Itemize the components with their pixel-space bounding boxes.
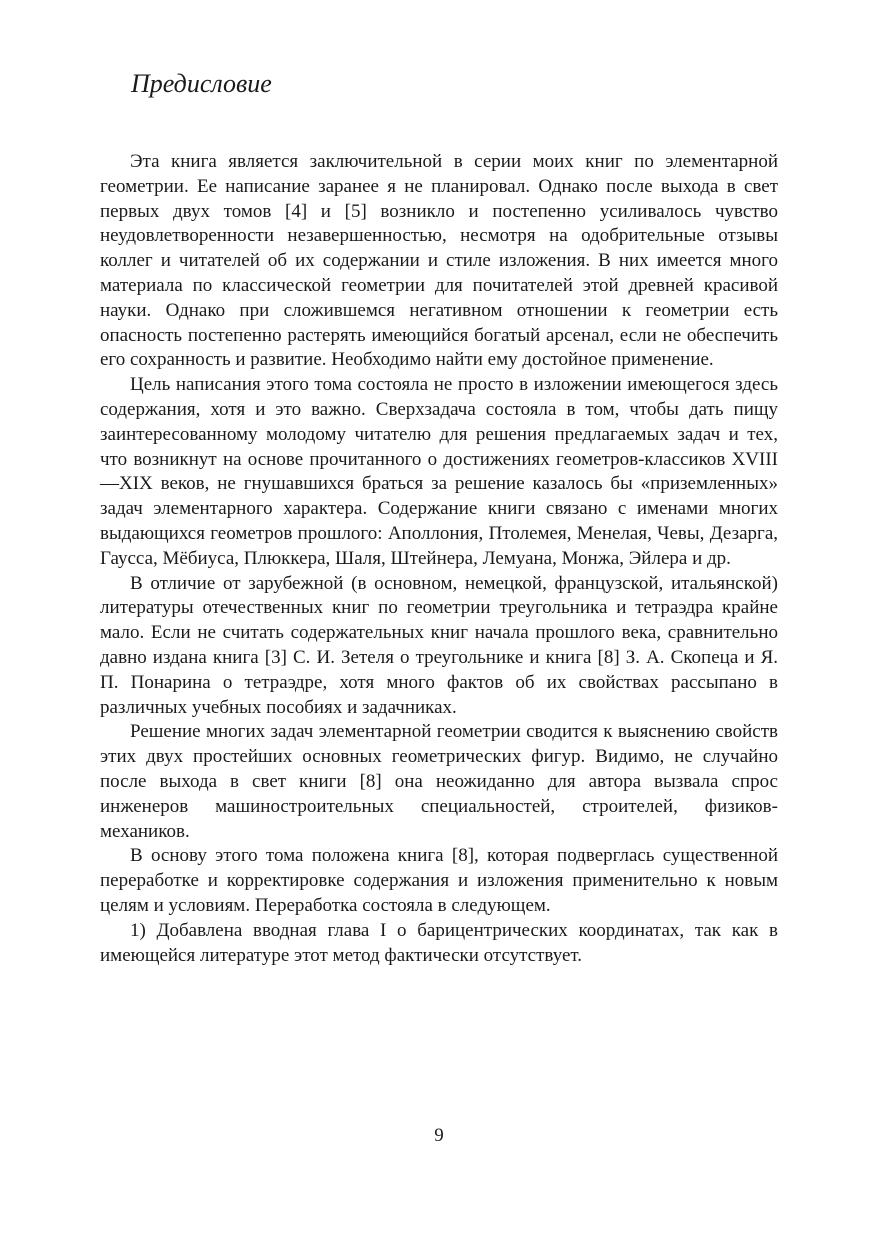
paragraph-1: Эта книга является заключительной в серии моих книг по элементарной геометрии. Ее написание заранее я не планировал. Однако после выхода в свет первых двух томов [4] и [5] возникло и постепенно усиливалось чувство неудовлетворенности незавершенностью, несмотря на одобрительные отзывы коллег и читателей об их содержании и стиле изложения. В них имеется много материала по классической геометрии для почитателей этой древней красивой науки. Однако при сложившемся негативном отношении к геометрии есть опасность постепенно растерять имеющийся богатый арсенал, если не обеспечить его сохранность и развитие. Необходимо найти ему достойное применение. <box>100 151 778 371</box>
book-page <box>100 0 778 1240</box>
paragraph-4: Решение многих задач элементарной геометрии сводится к выяснению свойств этих двух простейших основных геометрических фигур. Видимо, не случайно после выхода в свет книги [8] она неожиданно для автора вызвала спрос инженеров машиностроительных специальностей, строителей, физиков-механиков. <box>100 721 778 842</box>
preface-body <box>100 150 778 968</box>
paragraph-6: 1) Добавлена вводная глава I о барицентрических координатах, так как в имеющейся литературе этот метод фактически отсутствует. <box>100 919 778 966</box>
page-number: 9 <box>434 1125 444 1146</box>
paragraph-3: В отличие от зарубежной (в основном, немецкой, французской, итальянской) литературы отечественных книг по геометрии треугольника и тетраэдра крайне мало. Если не считать содержательных книг начала прошлого века, сравнительно давно издана книга [3] С. И. Зетеля о треугольнике и книга [8] З. А. Скопеца и Я. П. Понарина о тетраэдре, хотя много фактов об их свойствах рассыпано в различных учебных пособиях и задачниках. <box>100 572 778 718</box>
page-title: Предисловие <box>131 69 272 98</box>
paragraph-2: Цель написания этого тома состояла не просто в изложении имеющегося здесь содержания, хотя и это важно. Сверхзадача состояла в том, чтобы дать пищу заинтересованному молодому читателю для решения предлагаемых задач и тех, что возникнут на основе прочитанного о достижениях геометров-классиков XVIII—XIX веков, не гнушавшихся браться за решение казалось бы «приземленных» задач элементарного характера. Содержание книги связано с именами многих выдающихся геометров прошлого: Аполлония, Птолемея, Менелая, Чевы, Дезарга, Гаусса, Мёбиуса, Плюккера, Шаля, Штейнера, Лемуана, Монжа, Эйлера и др. <box>100 374 778 569</box>
paragraph-5: В основу этого тома положена книга [8], которая подверглась существенной переработке и корректировке содержания и изложения применительно к новым целям и условиям. Переработка состояла в следующем. <box>100 845 778 916</box>
